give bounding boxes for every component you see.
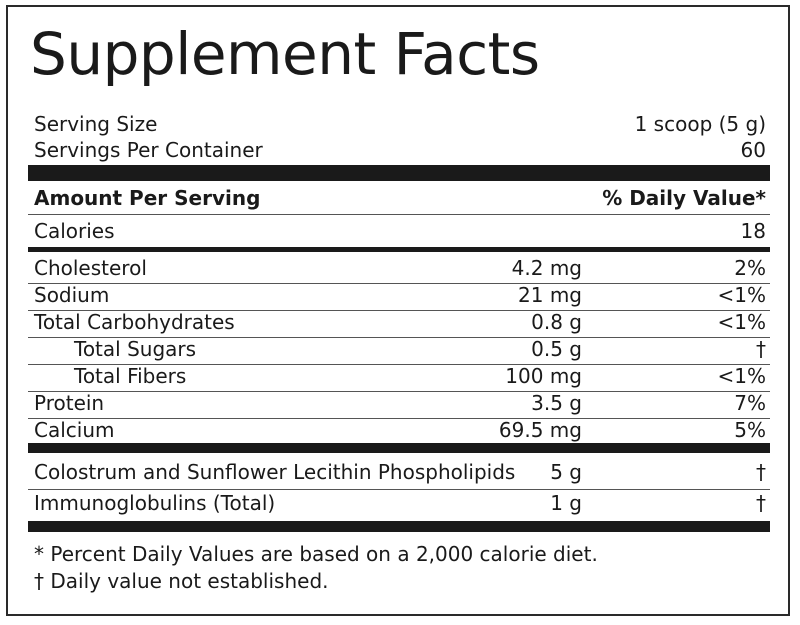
other-ingredient-dv: † — [756, 460, 766, 484]
calories-value: 18 — [740, 219, 766, 243]
nutrient-dv: 2% — [734, 256, 766, 280]
nutrient-label: Calcium — [34, 418, 115, 442]
nutrient-amount: 0.8 g — [531, 310, 582, 334]
divider — [28, 391, 770, 392]
other-ingredient-dv: † — [756, 491, 766, 515]
nutrient-dv: † — [756, 337, 766, 361]
divider — [28, 214, 770, 215]
other-ingredient-amount: 1 g — [550, 491, 582, 515]
nutrient-label: Total Carbohydrates — [34, 310, 235, 334]
thick-divider — [28, 521, 770, 532]
nutrient-dv: 7% — [734, 391, 766, 415]
divider — [28, 489, 770, 490]
thick-divider — [28, 443, 770, 453]
footnote-percent-dv: * Percent Daily Values are based on a 2,000 calorie diet. — [34, 542, 598, 566]
nutrient-label: Protein — [34, 391, 105, 415]
other-ingredient-label: Immunoglobulins (Total) — [34, 491, 276, 515]
daily-value-header: % Daily Value* — [602, 186, 766, 210]
amount-per-serving-label: Amount Per Serving — [34, 186, 261, 210]
nutrient-label: Cholesterol — [34, 256, 147, 280]
panel-title: Supplement Facts — [30, 20, 540, 88]
calories-label: Calories — [34, 219, 115, 243]
nutrient-amount: 3.5 g — [531, 391, 582, 415]
footnote-not-established: † Daily value not established. — [34, 569, 329, 593]
nutrient-dv: <1% — [717, 283, 766, 307]
nutrient-dv: <1% — [717, 364, 766, 388]
divider — [28, 283, 770, 284]
nutrient-dv: <1% — [717, 310, 766, 334]
medium-divider — [28, 247, 770, 252]
serving-size-value: 1 scoop (5 g) — [634, 112, 766, 136]
nutrient-amount: 100 mg — [505, 364, 582, 388]
other-ingredient-amount: 5 g — [550, 460, 582, 484]
nutrient-amount: 0.5 g — [531, 337, 582, 361]
nutrient-label: Sodium — [34, 283, 110, 307]
servings-per-container-value: 60 — [740, 138, 766, 162]
supplement-facts-panel — [6, 5, 790, 616]
thick-divider — [28, 165, 770, 181]
nutrient-label: Total Fibers — [74, 364, 187, 388]
nutrient-amount: 21 mg — [518, 283, 582, 307]
serving-size-label: Serving Size — [34, 112, 158, 136]
other-ingredient-label: Colostrum and Sunflower Lecithin Phospholipids — [34, 460, 516, 484]
nutrient-dv: 5% — [734, 418, 766, 442]
nutrient-amount: 69.5 mg — [498, 418, 582, 442]
servings-per-container-label: Servings Per Container — [34, 138, 263, 162]
nutrient-amount: 4.2 mg — [511, 256, 582, 280]
nutrient-label: Total Sugars — [74, 337, 197, 361]
divider — [28, 418, 770, 419]
